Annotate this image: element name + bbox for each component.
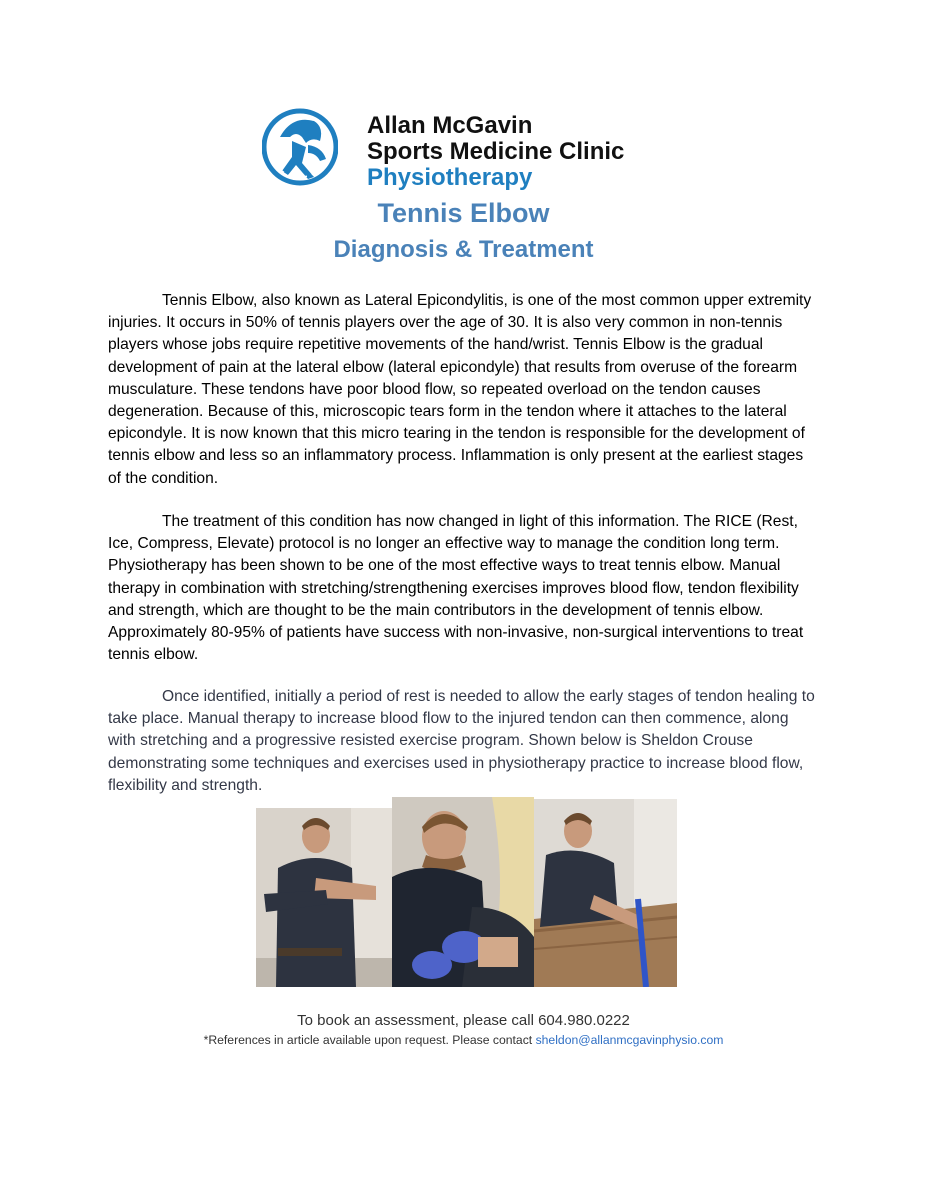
booking-info: To book an assessment, please call 604.980.0222 — [297, 1012, 630, 1029]
logo-line-clinic-name: Allan McGavin — [367, 112, 533, 139]
runner-logo-icon — [262, 107, 338, 187]
contact-email-link[interactable]: sheldon@allanmcgavinphysio.com — [535, 1033, 724, 1047]
photo-strip — [256, 797, 677, 987]
page-subtitle: Diagnosis & Treatment — [333, 236, 594, 263]
band-exercise-photo — [534, 799, 677, 987]
paragraph-treatment: The treatment of this condition has now changed in light of this information. The RICE (Rest, Ice, Compress, Elevate) protocol is no longer an effective way to manage the condition long term. Physiotherapy has been shown to be one of the most effective ways to treat tennis elbow. Manual therapy in combination with stretching/strengthening exercises improves blood flow, tendon flexibility and strength, which are thought to be the main contributors in the development of tennis elbow. Approximately 80-95% of patients have success with non-invasive, non-surgical interventions to treat tennis elbow. — [108, 513, 804, 664]
logo-line-clinic-type: Sports Medicine Clinic — [367, 138, 625, 165]
clinic-logo — [262, 107, 682, 189]
paragraph-rehab: Once identified, initially a period of rest is needed to allow the early stages of tendon healing to take place. Manual therapy to increase blood flow to the injured tendon can then commence, along with stretching and a progressive resisted exercise program. Shown below is Sheldon Crouse demonstrating some techniques and exercises used in physiotherapy practice to increase blood flow, flexibility and strength. — [108, 688, 815, 794]
references-text: *References in article available upon request. Please contact — [203, 1033, 536, 1047]
paragraph-overview: Tennis Elbow, also known as Lateral Epicondylitis, is one of the most common upper extremity injuries. It occurs in 50% of tennis players over the age of 30. It is also very common in non-tennis players whose jobs require repetitive movements of the hand/wrist. Tennis Elbow is the gradual development of pain at the lateral elbow (lateral epicondyle) that results from overuse of the forearm musculature. These tendons have poor blood flow, so repeated overload on the tendon causes degeneration. Because of this, microscopic tears form in the tendon where it attaches to the lateral epicondyle. It is now known that this micro tearing in the tendon is responsible for the development of tennis elbow and less so an inflammatory process. Inflammation is only present at the earliest stages of the condition. — [108, 292, 812, 487]
logo-line-department: Physiotherapy — [367, 164, 533, 191]
logo-wordmark — [367, 113, 624, 191]
manual-therapy-photo — [392, 797, 534, 987]
page-title: Tennis Elbow — [377, 198, 550, 228]
elbow-stretch-photo — [256, 808, 392, 987]
references-note — [0, 1033, 927, 1047]
